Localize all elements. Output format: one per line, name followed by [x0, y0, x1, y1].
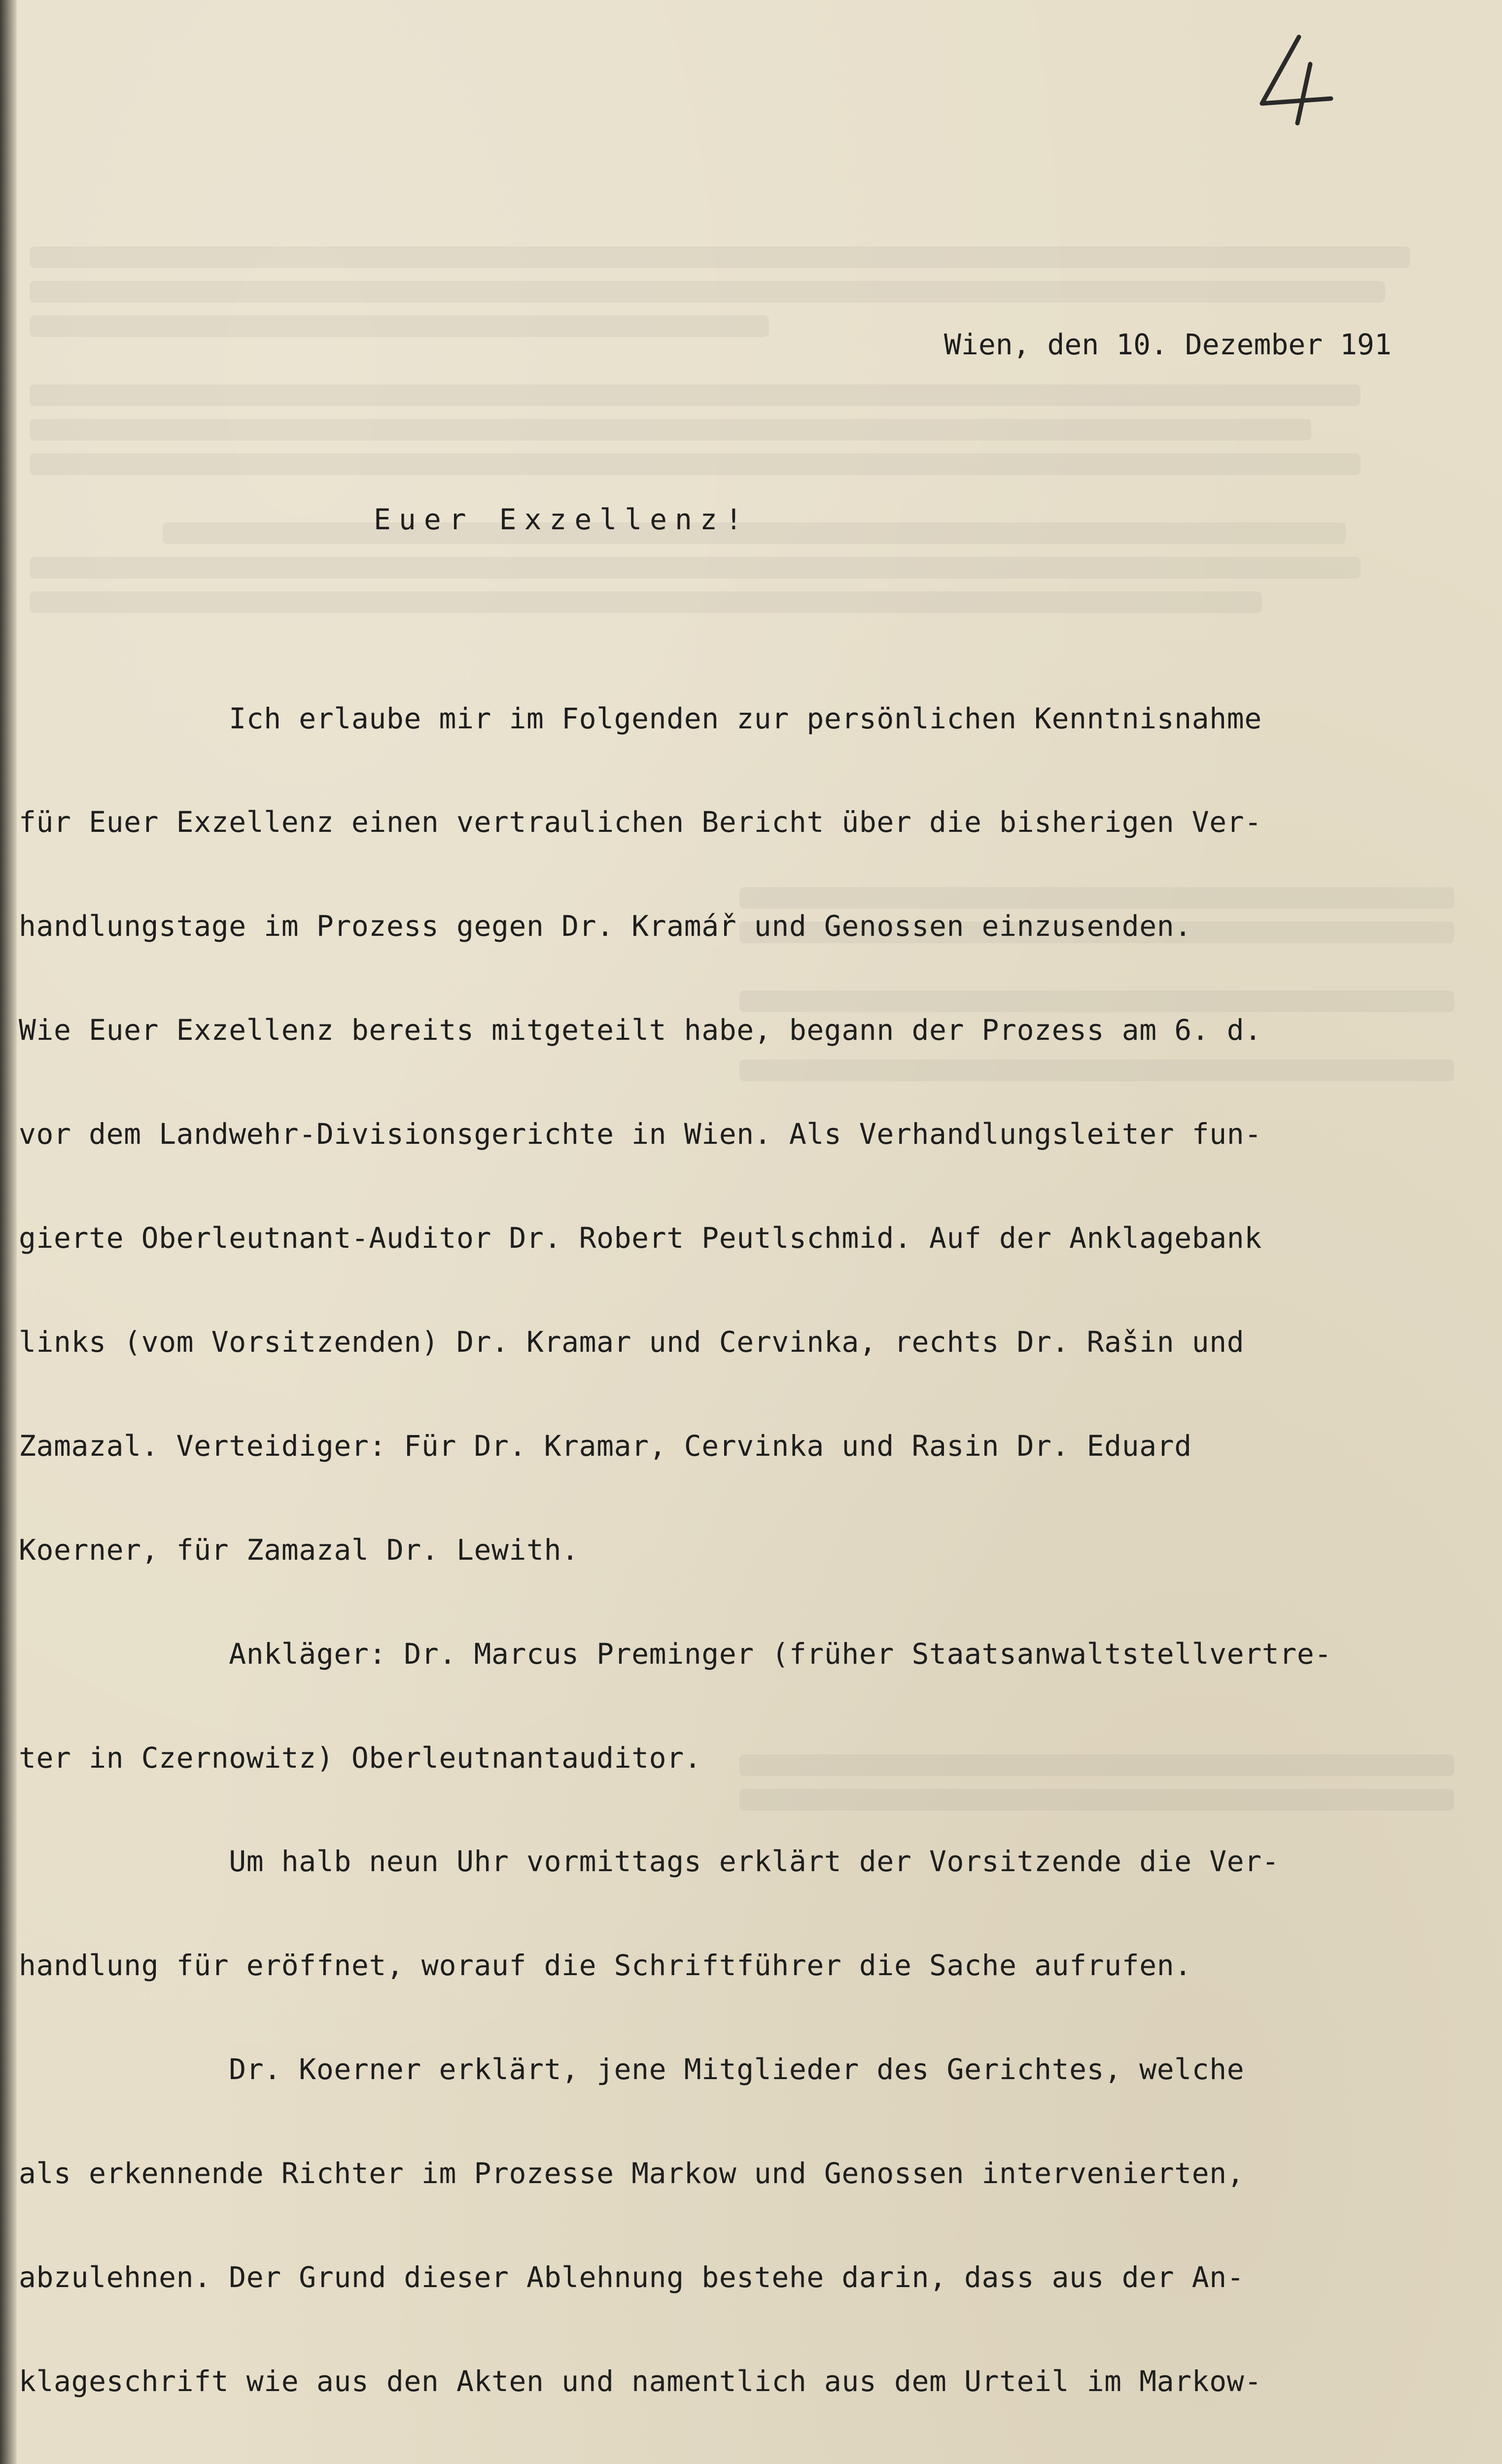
body-line: gierte Oberleutnant-Auditor Dr. Robert Peutlschmid. Auf der Anklagebank — [19, 1221, 1262, 1255]
letter-salutation: Euer Exzellenz! — [374, 503, 750, 536]
body-line: Um halb neun Uhr vormittags erklärt der Vorsitzende die Ver- — [19, 1845, 1280, 1879]
body-line: abzulehnen. Der Grund dieser Ablehnung bestehe darin, dass aus der An- — [19, 2260, 1245, 2294]
body-line: handlungstage im Prozess gegen Dr. Kramář und Genossen einzusenden. — [19, 909, 1192, 943]
letter-body — [19, 632, 1478, 2464]
body-line: handlung für eröffnet, worauf die Schriftführer die Sache aufrufen. — [19, 1949, 1192, 1983]
body-line: ter in Czernowitz) Oberleutnantauditor. — [19, 1741, 702, 1775]
body-line: Wie Euer Exzellenz bereits mitgeteilt habe, begann der Prozess am 6. d. — [19, 1013, 1262, 1047]
body-line: vor dem Landwehr-Divisionsgerichte in Wien. Als Verhandlungsleiter fun- — [19, 1117, 1262, 1151]
body-line: Ich erlaube mir im Folgenden zur persönlichen Kenntnisnahme — [19, 701, 1262, 735]
body-line: links (vom Vorsitzenden) Dr. Kramar und Cervinka, rechts Dr. Rašin und — [19, 1325, 1245, 1359]
body-line: Ankläger: Dr. Marcus Preminger (früher Staatsanwaltstellvertre- — [19, 1637, 1332, 1671]
body-line: für Euer Exzellenz einen vertraulichen Bericht über die bisherigen Ver- — [19, 805, 1262, 839]
handwritten-folio-number — [1252, 30, 1341, 128]
body-line: als erkennende Richter im Prozesse Markow und Genossen intervenierten, — [19, 2156, 1245, 2190]
binding-edge — [0, 0, 17, 2464]
folio-number-glyph — [1252, 30, 1341, 128]
body-line: Koerner, für Zamazal Dr. Lewith. — [19, 1533, 579, 1567]
letter-date: Wien, den 10. Dezember 191 — [944, 328, 1392, 361]
body-line: Dr. Koerner erklärt, jene Mitglieder des Gerichtes, welche — [19, 2053, 1245, 2087]
body-line: klageschrift wie aus den Akten und namentlich aus dem Urteil im Markow- — [19, 2364, 1262, 2398]
body-line: Zamazal. Verteidiger: Für Dr. Kramar, Cervinka und Rasin Dr. Eduard — [19, 1429, 1192, 1463]
